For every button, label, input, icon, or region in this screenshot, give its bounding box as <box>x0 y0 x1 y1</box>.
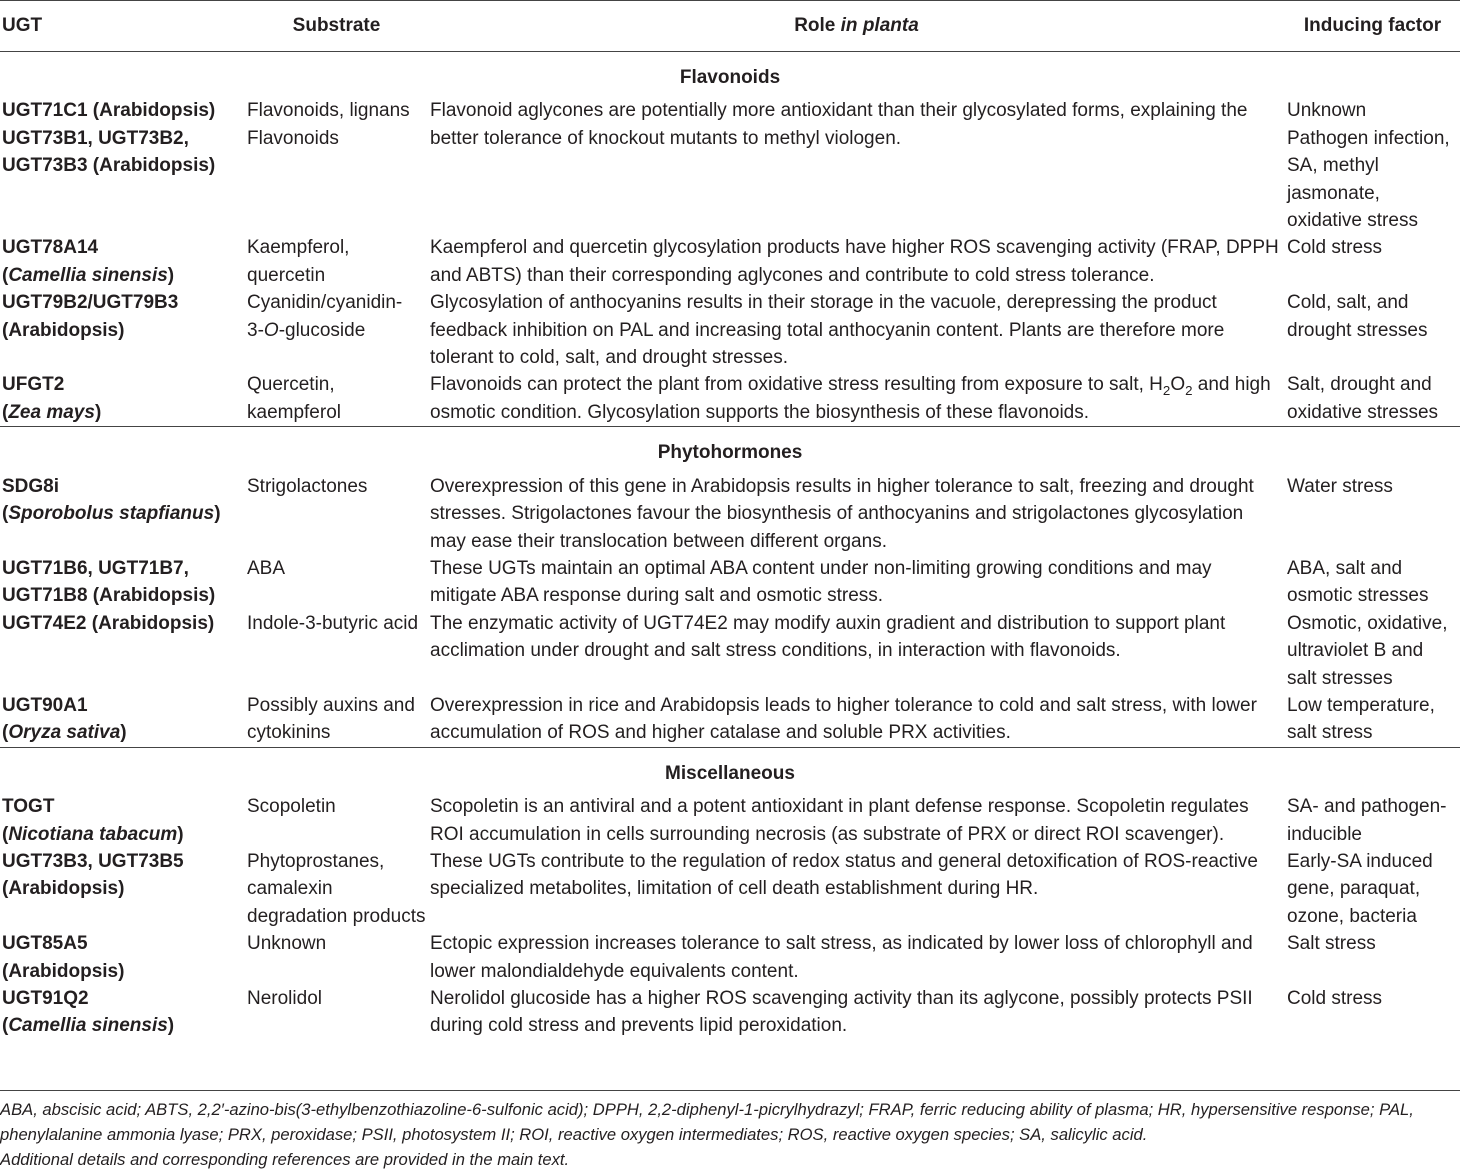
gene-cell <box>0 473 245 555</box>
gene-cell <box>0 97 245 234</box>
table-row <box>0 289 1460 371</box>
gene-name: UGT85A5 <box>2 933 88 955</box>
subscript: 2 <box>1162 383 1171 399</box>
substrate-cell: Kaempferol, quercetin <box>247 237 350 286</box>
gene-species: (Zea mays) <box>2 401 102 423</box>
inducing-factor: Pathogen infection, SA, methyl jasmonate, oxidative stress <box>1287 127 1450 232</box>
substrate-cell: Unknown <box>247 933 327 955</box>
species-name: Nicotiana tabacum <box>8 823 178 845</box>
gene-name: UGT73B3, UGT73B5 <box>2 850 184 872</box>
header-substrate: Substrate <box>245 1 428 52</box>
substrate-cell: Indole-3-butyric acid <box>247 612 419 634</box>
substrate-cell: Phytoprostanes, camalexin degradation products <box>247 850 426 927</box>
gene-name: UGT78A14 <box>2 237 99 259</box>
substrate-part: -glucoside <box>278 319 366 341</box>
gene-species: (Oryza sativa) <box>2 722 127 744</box>
inducing-cell: Cold, salt, and drought stresses <box>1287 292 1428 341</box>
role-cell: Kaempferol and quercetin glycosylation products have higher ROS scavenging activity (FRAP, DPPH and ABTS) than their corresponding aglycones and contribute to cold stress tolerance. <box>430 237 1279 286</box>
table-row <box>0 555 1460 610</box>
table-footnote <box>0 1090 1460 1172</box>
header-role-italic: in planta <box>840 15 919 37</box>
inducing-cell: Osmotic, oxidative, ultraviolet B and salt stresses <box>1287 612 1448 689</box>
table-row <box>0 793 1460 848</box>
inducing-cell: Early-SA induced gene, paraquat, ozone, bacteria <box>1287 850 1433 927</box>
species-name: Sporobolus stapfianus <box>8 503 215 525</box>
inducing-cell <box>1285 97 1460 234</box>
role-cell: Overexpression of this gene in Arabidopsis results in higher tolerance to salt, freezing and drought stresses. Strigolactones favour the biosynthesis of anthocyanins and strigolactones glycosylation may ease their translocation between different organs. <box>430 475 1254 552</box>
gene-name: UFGT2 <box>2 374 65 396</box>
section-miscellaneous <box>0 747 1460 793</box>
gene-name: UGT71C1 (Arabidopsis) <box>2 100 216 122</box>
species-name: Camellia sinensis <box>8 264 168 286</box>
table-row <box>0 473 1460 555</box>
gene-cell <box>0 848 245 930</box>
role-part: O <box>1170 374 1186 396</box>
species-name: Zea mays <box>8 401 95 423</box>
gene-species: (Arabidopsis) <box>2 878 125 900</box>
subscript: 2 <box>1185 383 1193 399</box>
table-row <box>0 985 1460 1040</box>
substrate-cell: Scopoletin <box>247 796 336 818</box>
gene-cell <box>0 289 245 371</box>
footnote-note: Additional details and corresponding references are provided in the main text. <box>0 1150 570 1169</box>
section-title: Phytohormones <box>0 427 1460 473</box>
table-row <box>0 97 1460 234</box>
inducing-cell: ABA, salt and osmotic stresses <box>1287 557 1429 607</box>
footnote-abbreviations: ABA, abscisic acid; ABTS, 2,2′-azino-bis(3-ethylbenzothiazoline-6-sulfonic acid); DPPH, 2,2-diphenyl-1-picrylhydrazyl; FRAP, ferric reducing ability of plasma; HR, hypersensitive response; PAL, phenylalanine ammonia lyase; PRX, peroxidase; PSII, photosystem II; ROI, reactive oxygen intermediates; ROS, reactive oxygen species; SA, salicylic acid. <box>0 1100 1414 1144</box>
inducing-cell: Cold stress <box>1287 988 1383 1009</box>
inducing-factor: Unknown <box>1287 100 1367 122</box>
role-cell: Nerolidol glucoside has a higher ROS scavenging activity than its aglycone, possibly protects PSII during cold stress and prevents lipid peroxidation. <box>430 988 1253 1037</box>
header-role <box>428 1 1285 52</box>
table-row <box>0 234 1460 289</box>
gene-cell: UGT74E2 (Arabidopsis) <box>2 612 215 634</box>
gene-name: UGT71B6, UGT71B7, <box>2 557 189 579</box>
gene-cell <box>0 234 245 289</box>
gene-species: (Arabidopsis) <box>2 960 125 982</box>
role-part: Flavonoids can protect the plant from oxidative stress resulting from exposure to salt, H <box>430 374 1163 396</box>
substrate-cell: Strigolactones <box>247 475 368 497</box>
gene-cell <box>0 930 245 985</box>
role-cell: Scopoletin is an antiviral and a potent antioxidant in plant defense response. Scopoletin regulates ROI accumulation in cells surrounding necrosis (as substrate of PRX or direct ROI scavenger). <box>430 796 1249 845</box>
header-ugt: UGT <box>0 1 245 52</box>
table-row <box>0 371 1460 426</box>
gene-name: SDG8i <box>2 475 60 497</box>
inducing-cell: SA- and pathogen-inducible <box>1287 796 1447 845</box>
gene-cell <box>0 555 245 610</box>
inducing-cell: Water stress <box>1287 475 1393 497</box>
table-row <box>0 930 1460 985</box>
substrate <box>247 317 426 344</box>
substrate-cell: Possibly auxins and cytokinins <box>247 694 415 744</box>
gene-name: UGT91Q2 <box>2 988 89 1009</box>
substrate: Flavonoids, lignans <box>247 100 410 122</box>
section-title: Flavonoids <box>679 67 781 88</box>
substrate-cell: ABA <box>247 557 286 579</box>
gene-cell <box>0 793 245 848</box>
gene-species: (Camellia sinensis) <box>2 1015 175 1037</box>
role-part: and high osmotic condition. Glycosylation supports the biosynthesis of these flavonoids. <box>430 374 1271 423</box>
inducing-cell: Salt, drought and oxidative stresses <box>1287 374 1439 423</box>
substrate-part: 3- <box>247 319 264 341</box>
gene-species: (Camellia sinensis) <box>2 264 175 286</box>
role-cell: The enzymatic activity of UGT74E2 may modify auxin gradient and distribution to support plant acclimation under drought and salt stress conditions, in interaction with flavonoids. <box>430 612 1226 662</box>
gene-name: UGT73B3 (Arabidopsis) <box>2 155 216 177</box>
substrate: Cyanidin/cyanidin- <box>247 292 403 314</box>
gene-name: UGT73B1, UGT73B2, <box>2 127 189 149</box>
gene-name: UGT79B2/UGT79B3 <box>2 292 179 314</box>
gene-name: UGT71B8 (Arabidopsis) <box>2 585 216 607</box>
gene-cell <box>0 692 245 747</box>
gene-name: UGT90A1 <box>2 694 88 716</box>
gene-cell <box>0 371 245 426</box>
role-cell: Glycosylation of anthocyanins results in their storage in the vacuole, derepressing the product feedback inhibition on PAL and increasing total anthocyanin content. Plants are therefore more tolerant to cold, salt, and drought stresses. <box>430 292 1225 369</box>
substrate-cell <box>245 97 428 234</box>
species-name: Oryza sativa <box>8 722 121 744</box>
inducing-cell: Low temperature, salt stress <box>1287 694 1435 744</box>
gene-cell <box>0 985 245 1040</box>
substrate: Flavonoids <box>247 127 339 149</box>
role-cell: Ectopic expression increases tolerance to salt stress, as indicated by lower loss of chlorophyll and lower malondialdehyde equivalents content. <box>430 933 1253 982</box>
substrate-cell: Quercetin, kaempferol <box>247 374 341 423</box>
role-cell: These UGTs maintain an optimal ABA content under non-limiting growing conditions and may mitigate ABA response during salt and osmotic stress. <box>430 557 1212 607</box>
gene-species: (Nicotiana tabacum) <box>2 823 184 845</box>
header-inducing-factor: Inducing factor <box>1285 1 1460 52</box>
substrate-cell <box>245 289 428 371</box>
table-row <box>0 610 1460 692</box>
gene-name: TOGT <box>2 796 55 818</box>
section-flavonoids <box>0 52 1460 98</box>
substrate-part: O <box>263 319 279 341</box>
role-cell: These UGTs contribute to the regulation of redox status and general detoxification of ROS-reactive specialized metabolites, limitation of cell death establishment during HR. <box>430 850 1259 900</box>
species-name: Camellia sinensis <box>8 1015 168 1037</box>
inducing-cell: Cold stress <box>1287 237 1383 259</box>
role-cell <box>428 371 1285 426</box>
inducing-cell: Salt stress <box>1287 933 1376 955</box>
header-row <box>0 1 1460 52</box>
table-row <box>0 848 1460 930</box>
role-cell: Overexpression in rice and Arabidopsis leads to higher tolerance to cold and salt stress, with lower accumulation of ROS and higher catalase and soluble PRX activities. <box>430 694 1257 744</box>
substrate-cell: Nerolidol <box>247 988 322 1009</box>
gene-species: (Sporobolus stapfianus) <box>2 503 221 525</box>
table-row <box>0 692 1460 747</box>
section-title: Miscellaneous <box>0 747 1460 793</box>
gene-species: (Arabidopsis) <box>2 319 125 341</box>
section-phytohormones <box>0 427 1460 473</box>
header-role-prefix: Role <box>794 15 841 37</box>
role-cell: Flavonoid aglycones are potentially more antioxidant than their glycosylated forms, explaining the better tolerance of knockout mutants to methyl viologen. <box>430 100 1248 149</box>
